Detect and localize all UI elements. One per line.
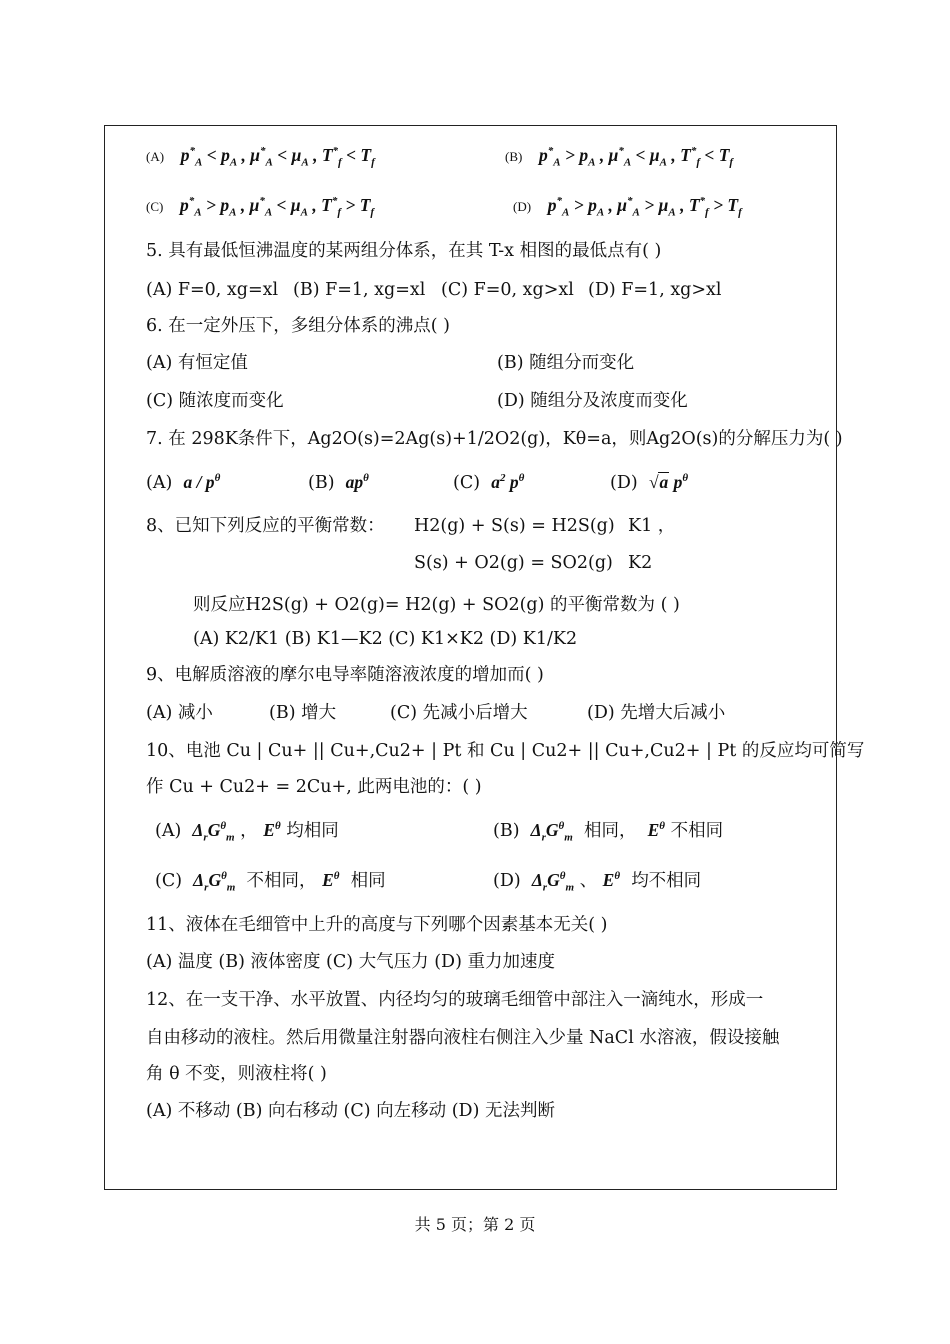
q6-text: 6. 在一定外压下，多组分体系的沸点( ): [146, 316, 450, 336]
q7-option-b: (B) $ap^\theta$: [308, 472, 369, 493]
q5-option-b: (B) F=1, xg=xl: [293, 280, 426, 300]
q4-option-b: (B) $p^*_A > p_A$ , $\mu^*_A < \mu_A$ , $T^*_f < T_f$: [505, 145, 734, 169]
q7-option-c: (C) $a^2$ $p^\theta$: [453, 472, 525, 493]
q7-text: 7. 在 298K条件下，Ag2O(s)=2Ag(s)+1/2O2(g)，Kθ=a，则Ag2O(s)的分解压力为( ): [146, 429, 843, 449]
q4-option-c: (C) $p^*_A > p_A$ , $\mu^*_A < \mu_A$ , $T^*_f > T_f$: [146, 195, 375, 219]
q8-k1: K1 ，: [628, 516, 676, 536]
q4-option-d: (D) $p^*_A > p_A$ , $\mu^*_A > \mu_A$ , $T^*_f > T_f$: [513, 195, 742, 219]
q11-options: (A) 温度 (B) 液体密度 (C) 大气压力 (D) 重力加速度: [146, 952, 555, 972]
q8-text: 8、已知下列反应的平衡常数：: [146, 516, 385, 536]
q5-option-a: (A) F=0, xg=xl: [146, 280, 279, 300]
q8-options: (A) K2/K1 (B) K1—K2 (C) K1×K2 (D) K1/K2: [193, 629, 578, 649]
q8-k2: K2: [628, 553, 653, 573]
q12-line-2: 自由移动的液柱。然后用微量注射器向液柱右侧注入少量 NaCl 水溶液，假设接触: [146, 1028, 780, 1048]
q6-option-d: (D) 随组分及浓度而变化: [497, 391, 688, 411]
q8-reaction-1: H2(g) + S(s) = H2S(g): [414, 516, 615, 536]
q10-line-2: 作 Cu + Cu2+ = 2Cu+, 此两电池的：( ): [146, 777, 482, 797]
q10-option-a: (A) $\Delta_rG^\theta_m$ ， $E^\theta$ 均相同: [155, 820, 339, 844]
page-footer: 共 5 页；第 2 页: [414, 1215, 536, 1234]
q10-option-b: (B) $\Delta_rG^\theta_m$ 相同， $E^\theta$ 不相同: [493, 820, 724, 844]
q12-options: (A) 不移动 (B) 向右移动 (C) 向左移动 (D) 无法判断: [146, 1101, 555, 1121]
q11-text: 11、液体在毛细管中上升的高度与下列哪个因素基本无关( ): [146, 915, 608, 935]
q6-option-a: (A) 有恒定值: [146, 353, 248, 373]
q5-option-d: (D) F=1, xg>xl: [588, 280, 722, 300]
q12-line-3: 角 θ 不变，则液柱将( ): [146, 1064, 327, 1084]
q8-reaction-2: S(s) + O2(g) = SO2(g): [414, 553, 613, 573]
q7-option-a: (A) a / $p^\theta$: [146, 472, 221, 493]
q5-text: 5. 具有最低恒沸温度的某两组分体系，在其 T-x 相图的最低点有( ): [146, 241, 662, 261]
q6-option-b: (B) 随组分而变化: [497, 353, 635, 373]
q9-option-c: (C) 先减小后增大: [390, 703, 528, 723]
q10-line-1: 10、电池 Cu | Cu+ || Cu+,Cu2+ | Pt 和 Cu | Cu2+ || Cu+,Cu2+ | Pt 的反应均可简写: [146, 741, 865, 761]
q4-option-a: (A) $p^*_A < p_A$ , $\mu^*_A < \mu_A$ , $T^*_f < T_f$: [146, 145, 375, 169]
q9-text: 9、电解质溶液的摩尔电导率随溶液浓度的增加而( ): [146, 665, 544, 685]
q6-option-c: (C) 随浓度而变化: [146, 391, 284, 411]
q5-option-c: (C) F=0, xg>xl: [441, 280, 574, 300]
q9-option-d: (D) 先增大后减小: [587, 703, 726, 723]
q9-option-a: (A) 减小: [146, 703, 213, 723]
q12-line-1: 12、在一支干净、水平放置、内径均匀的玻璃毛细管中部注入一滴纯水，形成一: [146, 990, 764, 1010]
q10-option-d: (D) $\Delta_rG^\theta_m$ 、 $E^\theta$ 均不相同: [493, 870, 702, 894]
q8-ask: 则反应H2S(g) + O2(g)= H2(g) + SO2(g) 的平衡常数为 ( ): [193, 595, 680, 615]
q9-option-b: (B) 增大: [269, 703, 337, 723]
q7-option-d: (D) √a $p^\theta$: [610, 472, 689, 493]
q10-option-c: (C) $\Delta_rG^\theta_m$ 不相同， $E^\theta$ 相同: [155, 870, 386, 894]
